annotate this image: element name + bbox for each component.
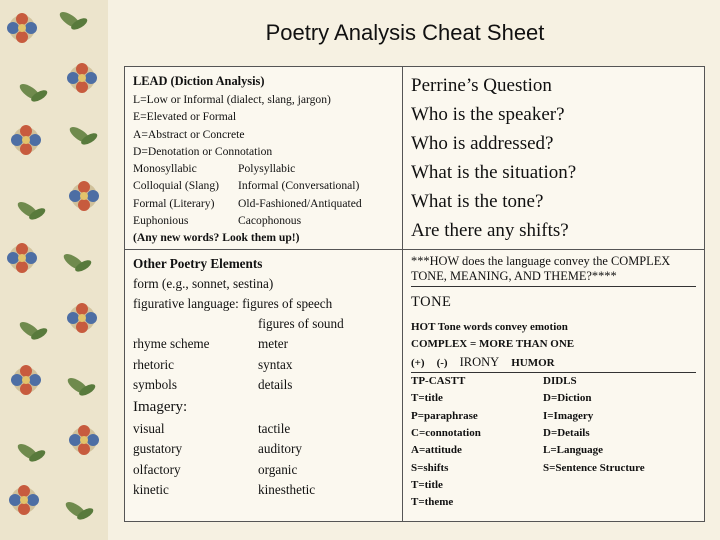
cheat-sheet-table [124,66,705,522]
didls-item: I=Imagery [543,409,594,422]
complex-line: COMPLEX = MORE THAN ONE [411,338,575,351]
tpcastt-item: P=paraphrase [411,409,478,422]
element-pair: symbols details [133,376,293,392]
perrine-heading: Perrine’s Question [411,75,552,96]
imagery-pair: gustatory auditory [133,441,302,457]
floral-pattern-icon [0,0,108,540]
tpcastt-item: T=theme [411,496,454,509]
imagery-pair: olfactory organic [133,461,298,477]
didls-item: L=Language [543,444,604,457]
tpcastt-didls [411,373,696,511]
hot-tone-line: HOT Tone words convey emotion [411,320,568,333]
irony-humor-row [411,354,696,373]
lead-line: L=Low or Informal (dialect, slang, jargon) [133,93,331,106]
imagery-pair: visual tactile [133,421,291,437]
lead-line: D=Denotation or Connotation [133,144,273,158]
tpcastt-item: T=title [411,392,443,405]
tpcastt-column [411,373,543,511]
how-question: ***HOW does the language convey the COMPLEX TONE, MEANING, AND THEME?**** [411,254,696,287]
imagery-pair: kinetic kinesthetic [133,481,316,497]
imagery-heading: Imagery: [133,399,188,416]
humor-label: HUMOR [511,356,555,369]
perrine-question: Who is the speaker? [411,104,565,125]
minus-label: (-) [436,356,448,369]
tone-heading: TONE [411,293,452,310]
other-heading: Other Poetry Elements [133,255,263,271]
didls-item: D=Diction [543,392,592,405]
diction-pair: Formal (Literary) Old-Fashioned/Antiquated [133,196,362,210]
tpcastt-item: A=attitude [411,444,462,457]
didls-item: S=Sentence Structure [543,461,645,474]
didls-item: D=Details [543,426,590,439]
didls-heading: DIDLS [543,375,577,388]
lead-line: E=Elevated or Formal [133,110,237,124]
perrine-question: What is the situation? [411,162,577,183]
lead-line: A=Abstract or Concrete [133,127,245,141]
tone-cell [403,249,705,521]
didls-column [543,373,645,511]
lead-note: (Any new words? Look them up!) [133,231,300,245]
perrine-question: Are there any shifts? [411,220,569,241]
perrine-question: What is the tone? [411,191,544,212]
plus-label: (+) [411,356,425,369]
other-figurative: figurative language: figures of speech [133,296,333,312]
tpcastt-heading: TP-CASTT [411,375,466,388]
diction-pair: Colloquial (Slang) Informal (Conversational) [133,179,360,193]
tpcastt-item: S=shifts [411,461,449,474]
decorative-tapestry-border [0,0,108,540]
tpcastt-item: C=connotation [411,426,481,439]
diction-pair: Euphonious Cacophonous [133,214,302,228]
perrine-cell [403,67,705,250]
lead-cell [125,67,403,250]
lead-heading: LEAD (Diction Analysis) [133,74,265,88]
element-pair: rhyme scheme meter [133,336,289,352]
other-figures-sound: figures of sound [258,316,344,332]
element-pair: rhetoric syntax [133,356,293,372]
page-title: Poetry Analysis Cheat Sheet [265,20,545,45]
diction-pair: Monosyllabic Polysyllabic [133,162,296,176]
other-elements-cell [125,249,403,521]
other-form: form (e.g., sonnet, sestina) [133,275,274,291]
irony-label: IRONY [459,354,500,369]
tpcastt-item: T=title [411,478,443,491]
perrine-question: Who is addressed? [411,133,554,154]
